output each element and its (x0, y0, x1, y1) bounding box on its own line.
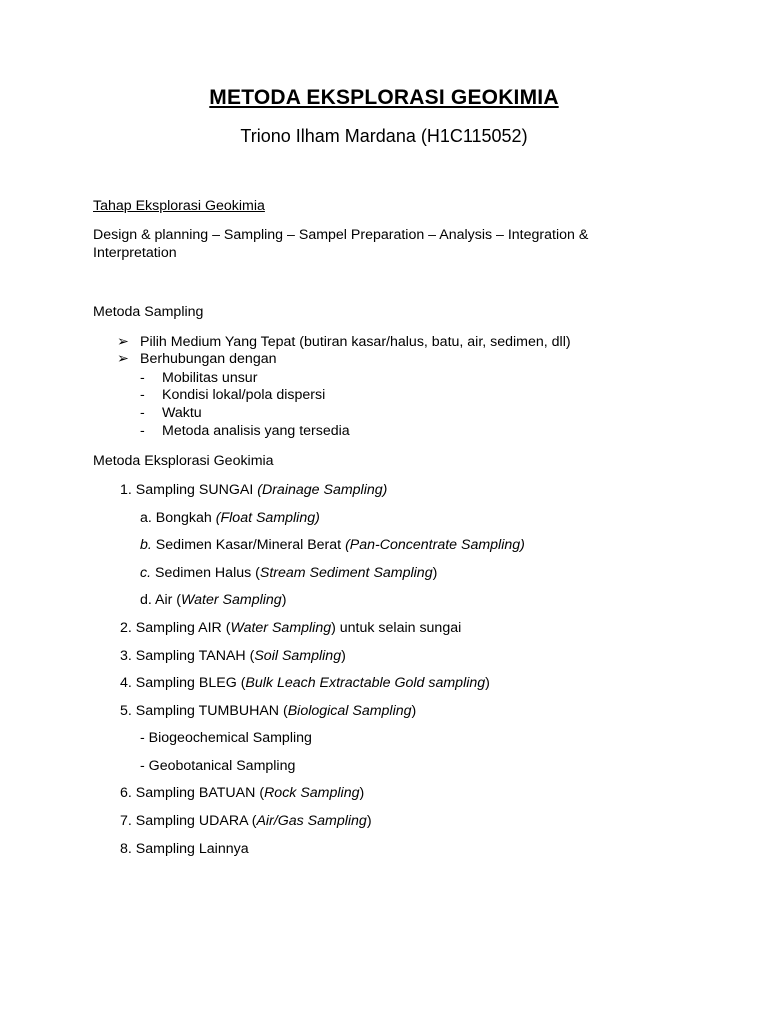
sampling-sub-item: Waktu (162, 405, 202, 421)
method-1c: c. Sedimen Halus (Stream Sediment Sampling) (140, 565, 438, 581)
method-5-sub-biogeochemical: - Biogeochemical Sampling (140, 730, 312, 746)
method-1d: d. Air (Water Sampling) (140, 592, 287, 608)
dash-marker: - (140, 405, 145, 421)
sampling-bullet-2: Berhubungan dengan (140, 351, 277, 367)
method-2: 2. Sampling AIR (Water Sampling) untuk selain sungai (120, 620, 462, 636)
method-4: 4. Sampling BLEG (Bulk Leach Extractable Gold sampling) (120, 675, 490, 691)
dash-marker: - (140, 387, 145, 403)
sampling-sub-item: Mobilitas unsur (162, 370, 258, 386)
method-7: 7. Sampling UDARA (Air/Gas Sampling) (120, 813, 372, 829)
method-6: 6. Sampling BATUAN (Rock Sampling) (120, 785, 365, 801)
method-5-sub-geobotanical: - Geobotanical Sampling (140, 758, 296, 774)
stages-line-1: Design & planning – Sampling – Sampel Preparation – Analysis – Integration & (93, 227, 589, 243)
stages-line-2: Interpretation (93, 245, 177, 261)
sampling-bullet-1: Pilih Medium Yang Tepat (butiran kasar/halus, batu, air, sedimen, dll) (140, 334, 571, 350)
method-1: 1. Sampling SUNGAI (Drainage Sampling) (120, 482, 388, 498)
sampling-sub-item: Metoda analisis yang tersedia (162, 423, 350, 439)
methods-heading: Metoda Eksplorasi Geokimia (93, 453, 274, 469)
method-1b: b. Sedimen Kasar/Mineral Berat (Pan-Concentrate Sampling) (140, 537, 525, 553)
document-author: Triono Ilham Mardana (H1C115052) (240, 126, 528, 146)
sampling-sub-item: Kondisi lokal/pola dispersi (162, 387, 326, 403)
method-8: 8. Sampling Lainnya (120, 841, 249, 857)
dash-marker: - (140, 423, 145, 439)
method-1a: a. Bongkah (Float Sampling) (140, 510, 320, 526)
stages-heading: Tahap Eksplorasi Geokimia (93, 198, 265, 214)
document-title: METODA EKSPLORASI GEOKIMIA (209, 86, 559, 109)
dash-marker: - (140, 370, 145, 386)
bullet-arrow-icon: ➢ (117, 351, 129, 367)
method-3: 3. Sampling TANAH (Soil Sampling) (120, 648, 346, 664)
bullet-arrow-icon: ➢ (117, 334, 129, 350)
method-5: 5. Sampling TUMBUHAN (Biological Sampling) (120, 703, 417, 719)
sampling-heading: Metoda Sampling (93, 304, 204, 320)
